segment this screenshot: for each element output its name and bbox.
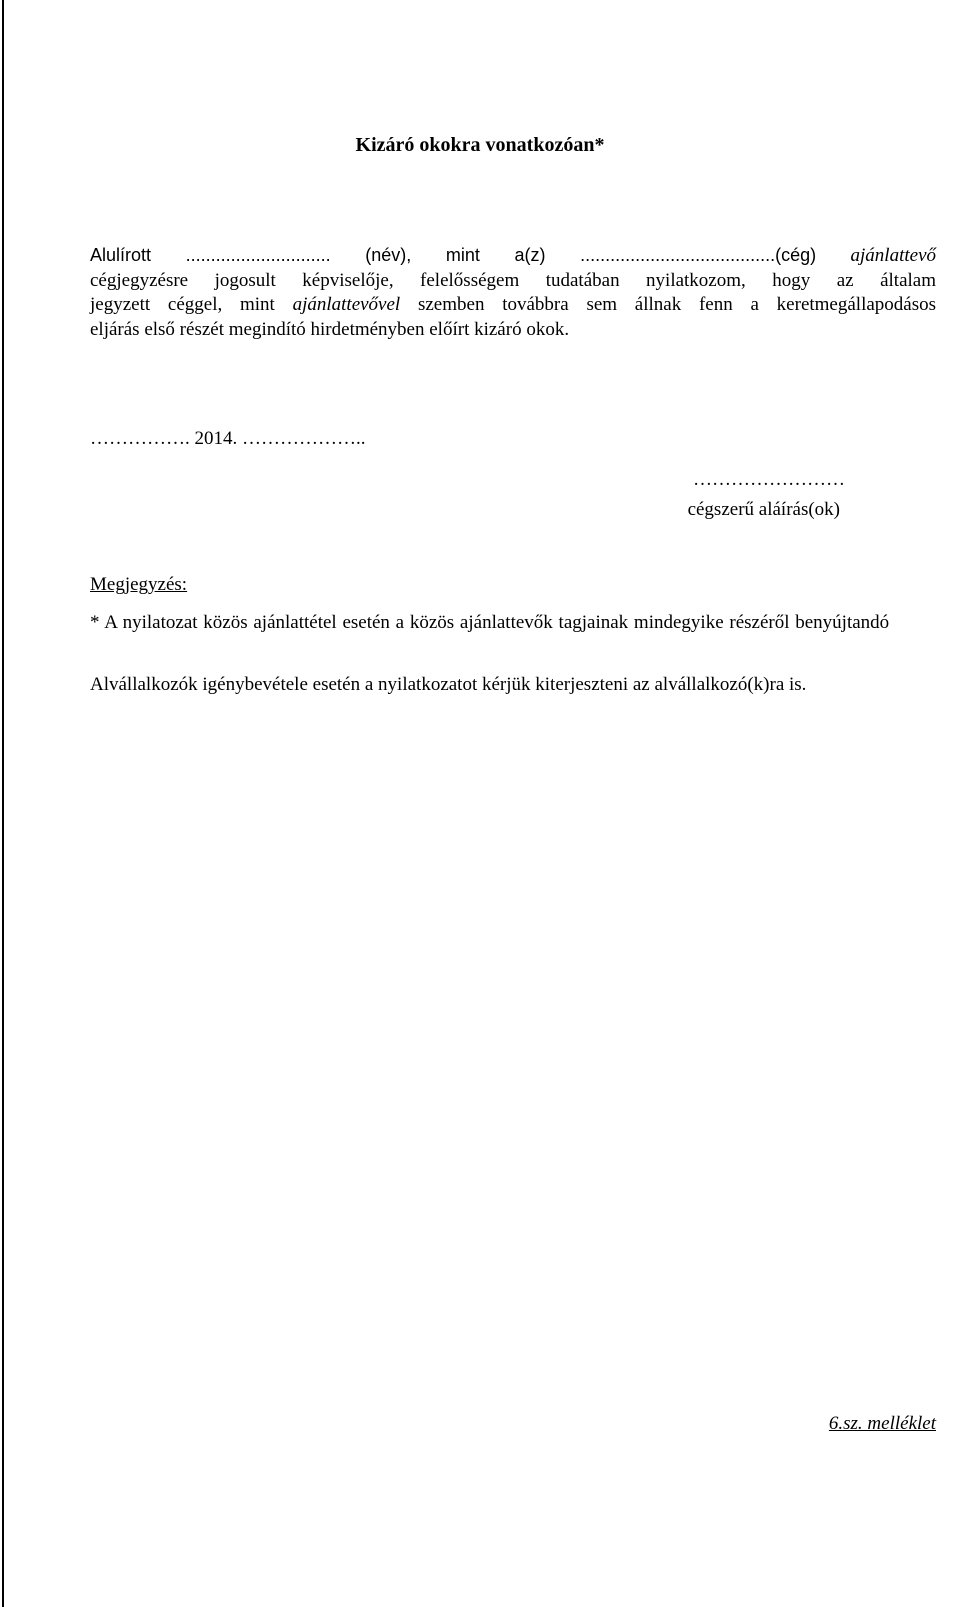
declaration-paragraph: [90, 243, 936, 342]
declaration-line-3-italic: ajánlattevővel: [292, 294, 401, 316]
date-line: ……………. 2014. ………………..: [90, 428, 366, 449]
declaration-line-3-prefix: jegyzett céggel, mint: [90, 294, 275, 316]
declaration-line-2: cégjegyzésre jogosult képviselője, felelősségem tudatában nyilatkozom, hogy az általam: [90, 269, 936, 291]
declaration-line-1-italic: ajánlattevő: [850, 245, 936, 266]
note-heading: Megjegyzés:: [90, 574, 188, 595]
annex-label: 6.sz. melléklet: [828, 1413, 936, 1434]
declaration-line-3-suffix: szemben továbbra sem állnak fenn a keretmegállapodásos: [417, 294, 937, 316]
signature-dots: ……………………: [693, 469, 845, 490]
declaration-line-1-text: Alulírott ............................. (név), mint a(z) .......................................(cég): [90, 245, 817, 265]
declaration-line-4: eljárás első részét megindító hirdetményben előírt kizáró okok.: [90, 318, 570, 340]
note-paragraph-1: * A nyilatozat közös ajánlattétel esetén a közös ajánlattevők tagjainak mindegyike részéről benyújtandó: [90, 612, 890, 633]
note-paragraph-2: Alvállalkozók igénybevétele esetén a nyilatkozatot kérjük kiterjeszteni az alvállalkozó(k)ra is.: [90, 674, 807, 695]
document-title: Kizáró okokra vonatkozóan*: [355, 134, 605, 156]
signature-label: cégszerű aláírás(ok): [687, 499, 840, 520]
declaration-line-1: [90, 243, 936, 269]
declaration-line-3: [90, 293, 936, 318]
page-left-border: [2, 0, 4, 1607]
